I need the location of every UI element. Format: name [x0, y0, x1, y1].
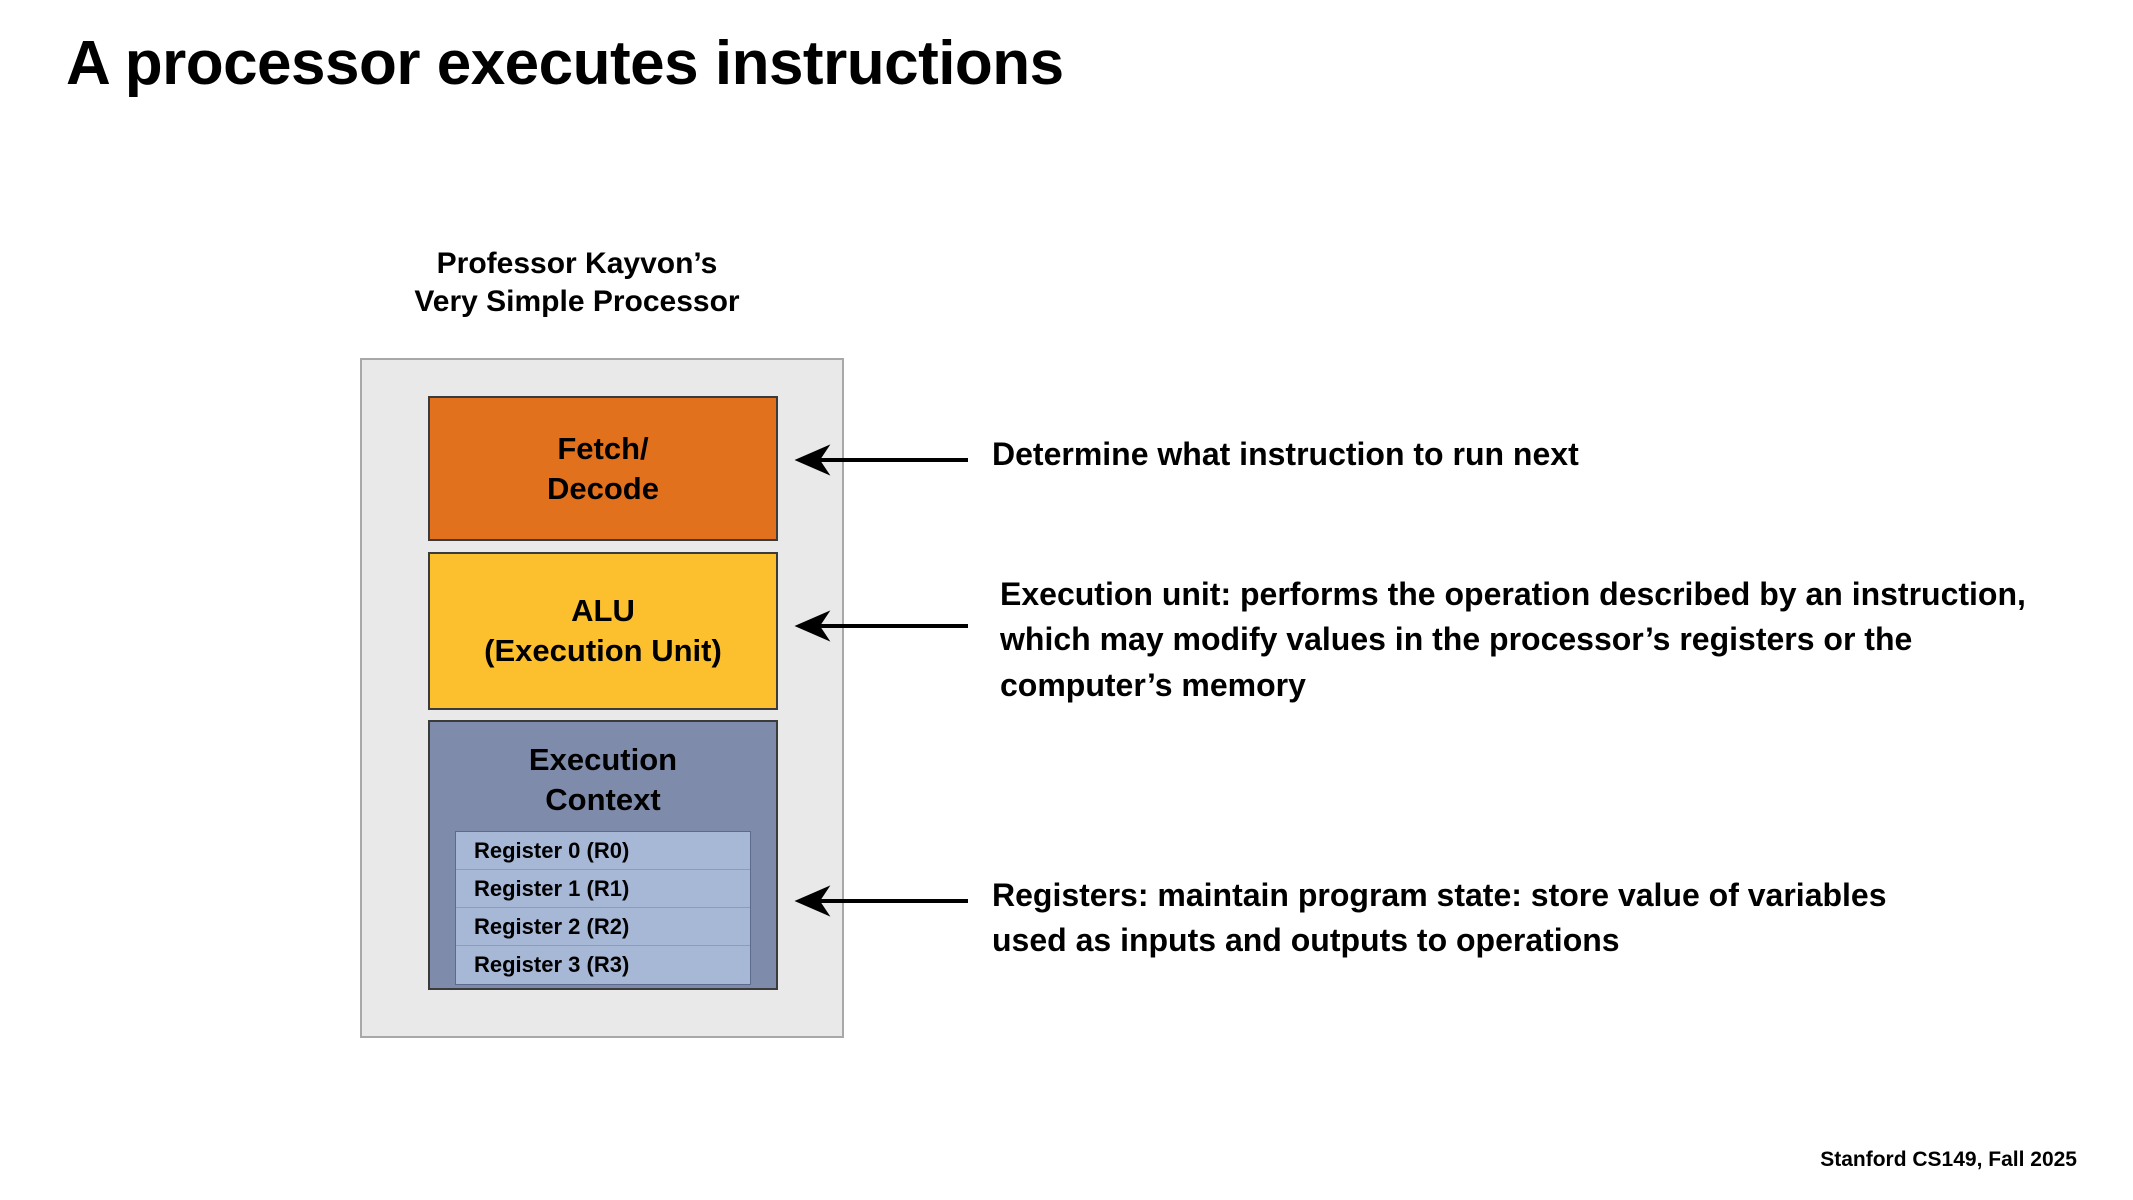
fetch-decode-label-line1: Fetch/ — [557, 430, 649, 466]
fetch-decode-unit — [428, 396, 778, 541]
processor-caption — [362, 245, 792, 322]
alu-label-line1: ALU — [571, 593, 635, 629]
list-item: Register 3 (R3) — [456, 946, 750, 984]
annotation-alu: Execution unit: performs the operation described by an instruction, which may modify values in the processor’s registers or the computer’s memory — [1000, 576, 2026, 703]
page-title: A processor executes instructions — [66, 29, 1064, 98]
footer-credit: Stanford CS149, Fall 2025 — [1820, 1148, 2077, 1171]
execution-context-label — [529, 740, 677, 819]
processor-caption-line2: Very Simple Processor — [414, 285, 740, 319]
fetch-decode-label-line2: Decode — [547, 470, 659, 506]
list-item: Register 2 (R2) — [456, 908, 750, 946]
register-list — [455, 831, 751, 985]
alu-unit — [428, 552, 778, 710]
execution-context-label-line2: Context — [545, 781, 661, 817]
processor-diagram — [360, 358, 844, 1038]
processor-caption-line1: Professor Kayvon’s — [436, 247, 718, 280]
list-item: Register 0 (R0) — [456, 832, 750, 870]
annotation-fetch-decode: Determine what instruction to run next — [992, 436, 1579, 472]
execution-context-label-line1: Execution — [528, 742, 678, 777]
annotation-registers: Registers: maintain program state: store value of variables used as inputs and outputs to operations — [992, 877, 1887, 959]
execution-context-unit — [428, 720, 778, 990]
alu-label-line2: (Execution Unit) — [484, 633, 722, 668]
list-item: Register 1 (R1) — [456, 870, 750, 908]
